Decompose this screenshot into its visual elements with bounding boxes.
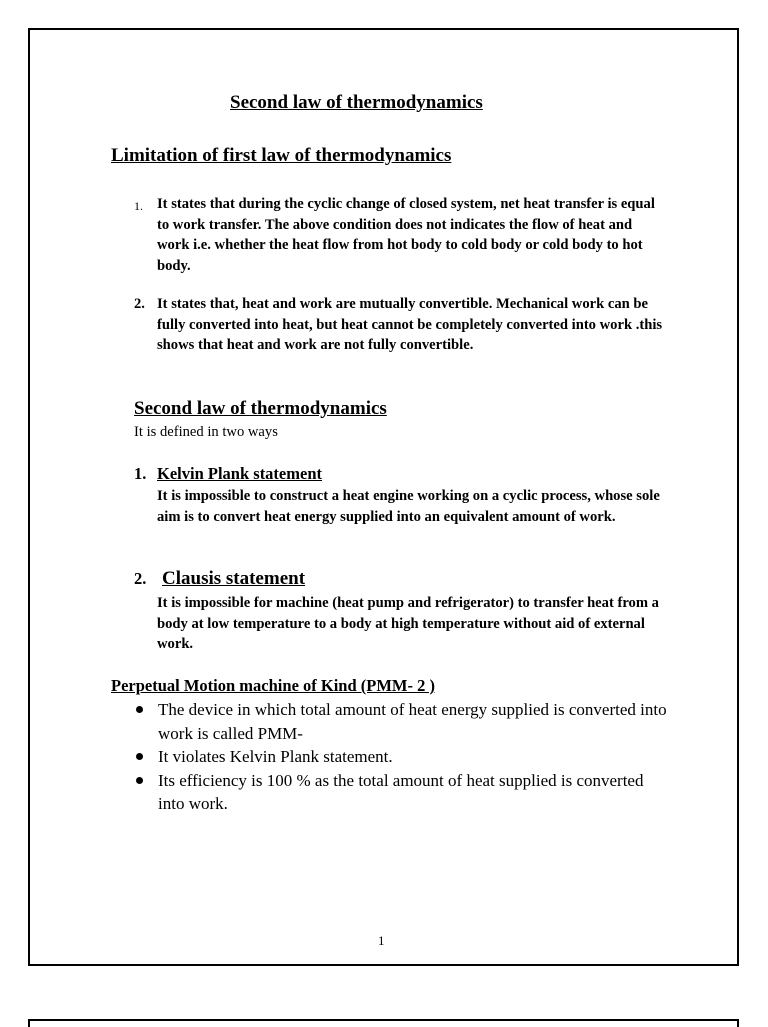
- clausius-heading: [134, 568, 305, 590]
- next-page-edge: [28, 1019, 739, 1027]
- list-item-text: Its efficiency is 100 % as the total amount of heat supplied is converted into work.: [158, 770, 644, 813]
- document-title: Second law of thermodynamics: [230, 92, 483, 113]
- kelvin-label: Kelvin Plank statement: [157, 464, 322, 483]
- list-item-text: The device in which total amount of heat energy supplied is converted into work is called PMM-: [158, 700, 667, 743]
- list-item-text: It states that during the cyclic change of closed system, net heat transfer is equal to work transfer. The above condition does not indicates the flow of heat and work i.e. whether the heat flow from hot body to cold body or cold body to hot body.: [157, 196, 655, 274]
- list-item-text: It states that, heat and work are mutually convertible. Mechanical work can be fully converted into heat, but heat cannot be completely converted into work .this shows that heat and work are not fully convertible.: [157, 296, 663, 353]
- list-number: 1.: [134, 199, 143, 213]
- list-number: 2.: [134, 569, 147, 588]
- list-number: 1.: [134, 464, 147, 483]
- kelvin-text: It is impossible to construct a heat engine working on a cyclic process, whose sole aim is to convert heat energy supplied into an equivalent amount of work.: [157, 488, 660, 525]
- second-law-heading: Second law of thermodynamics: [134, 398, 387, 419]
- bullet-icon: [136, 706, 143, 713]
- page-number: 1: [378, 933, 385, 948]
- list-item-text: It violates Kelvin Plank statement.: [158, 747, 393, 766]
- list-number: 2.: [134, 296, 145, 312]
- pmm-heading: Perpetual Motion machine of Kind (PMM- 2 ): [111, 676, 435, 695]
- limitation-heading: Limitation of first law of thermodynamics: [111, 145, 452, 166]
- pmm-bullet-list: [134, 698, 674, 816]
- list-item: [134, 769, 674, 816]
- bullet-icon: [136, 753, 143, 760]
- second-law-intro: It is defined in two ways: [134, 424, 278, 440]
- clausius-label: Clausis statement: [162, 568, 306, 589]
- kelvin-heading: [134, 464, 322, 484]
- list-item: [134, 698, 674, 745]
- clausius-text: It is impossible for machine (heat pump and refrigerator) to transfer heat from a body at low temperature to a body at high temperature without aid of external work.: [157, 595, 659, 652]
- bullet-icon: [136, 777, 143, 784]
- list-item: [134, 745, 674, 769]
